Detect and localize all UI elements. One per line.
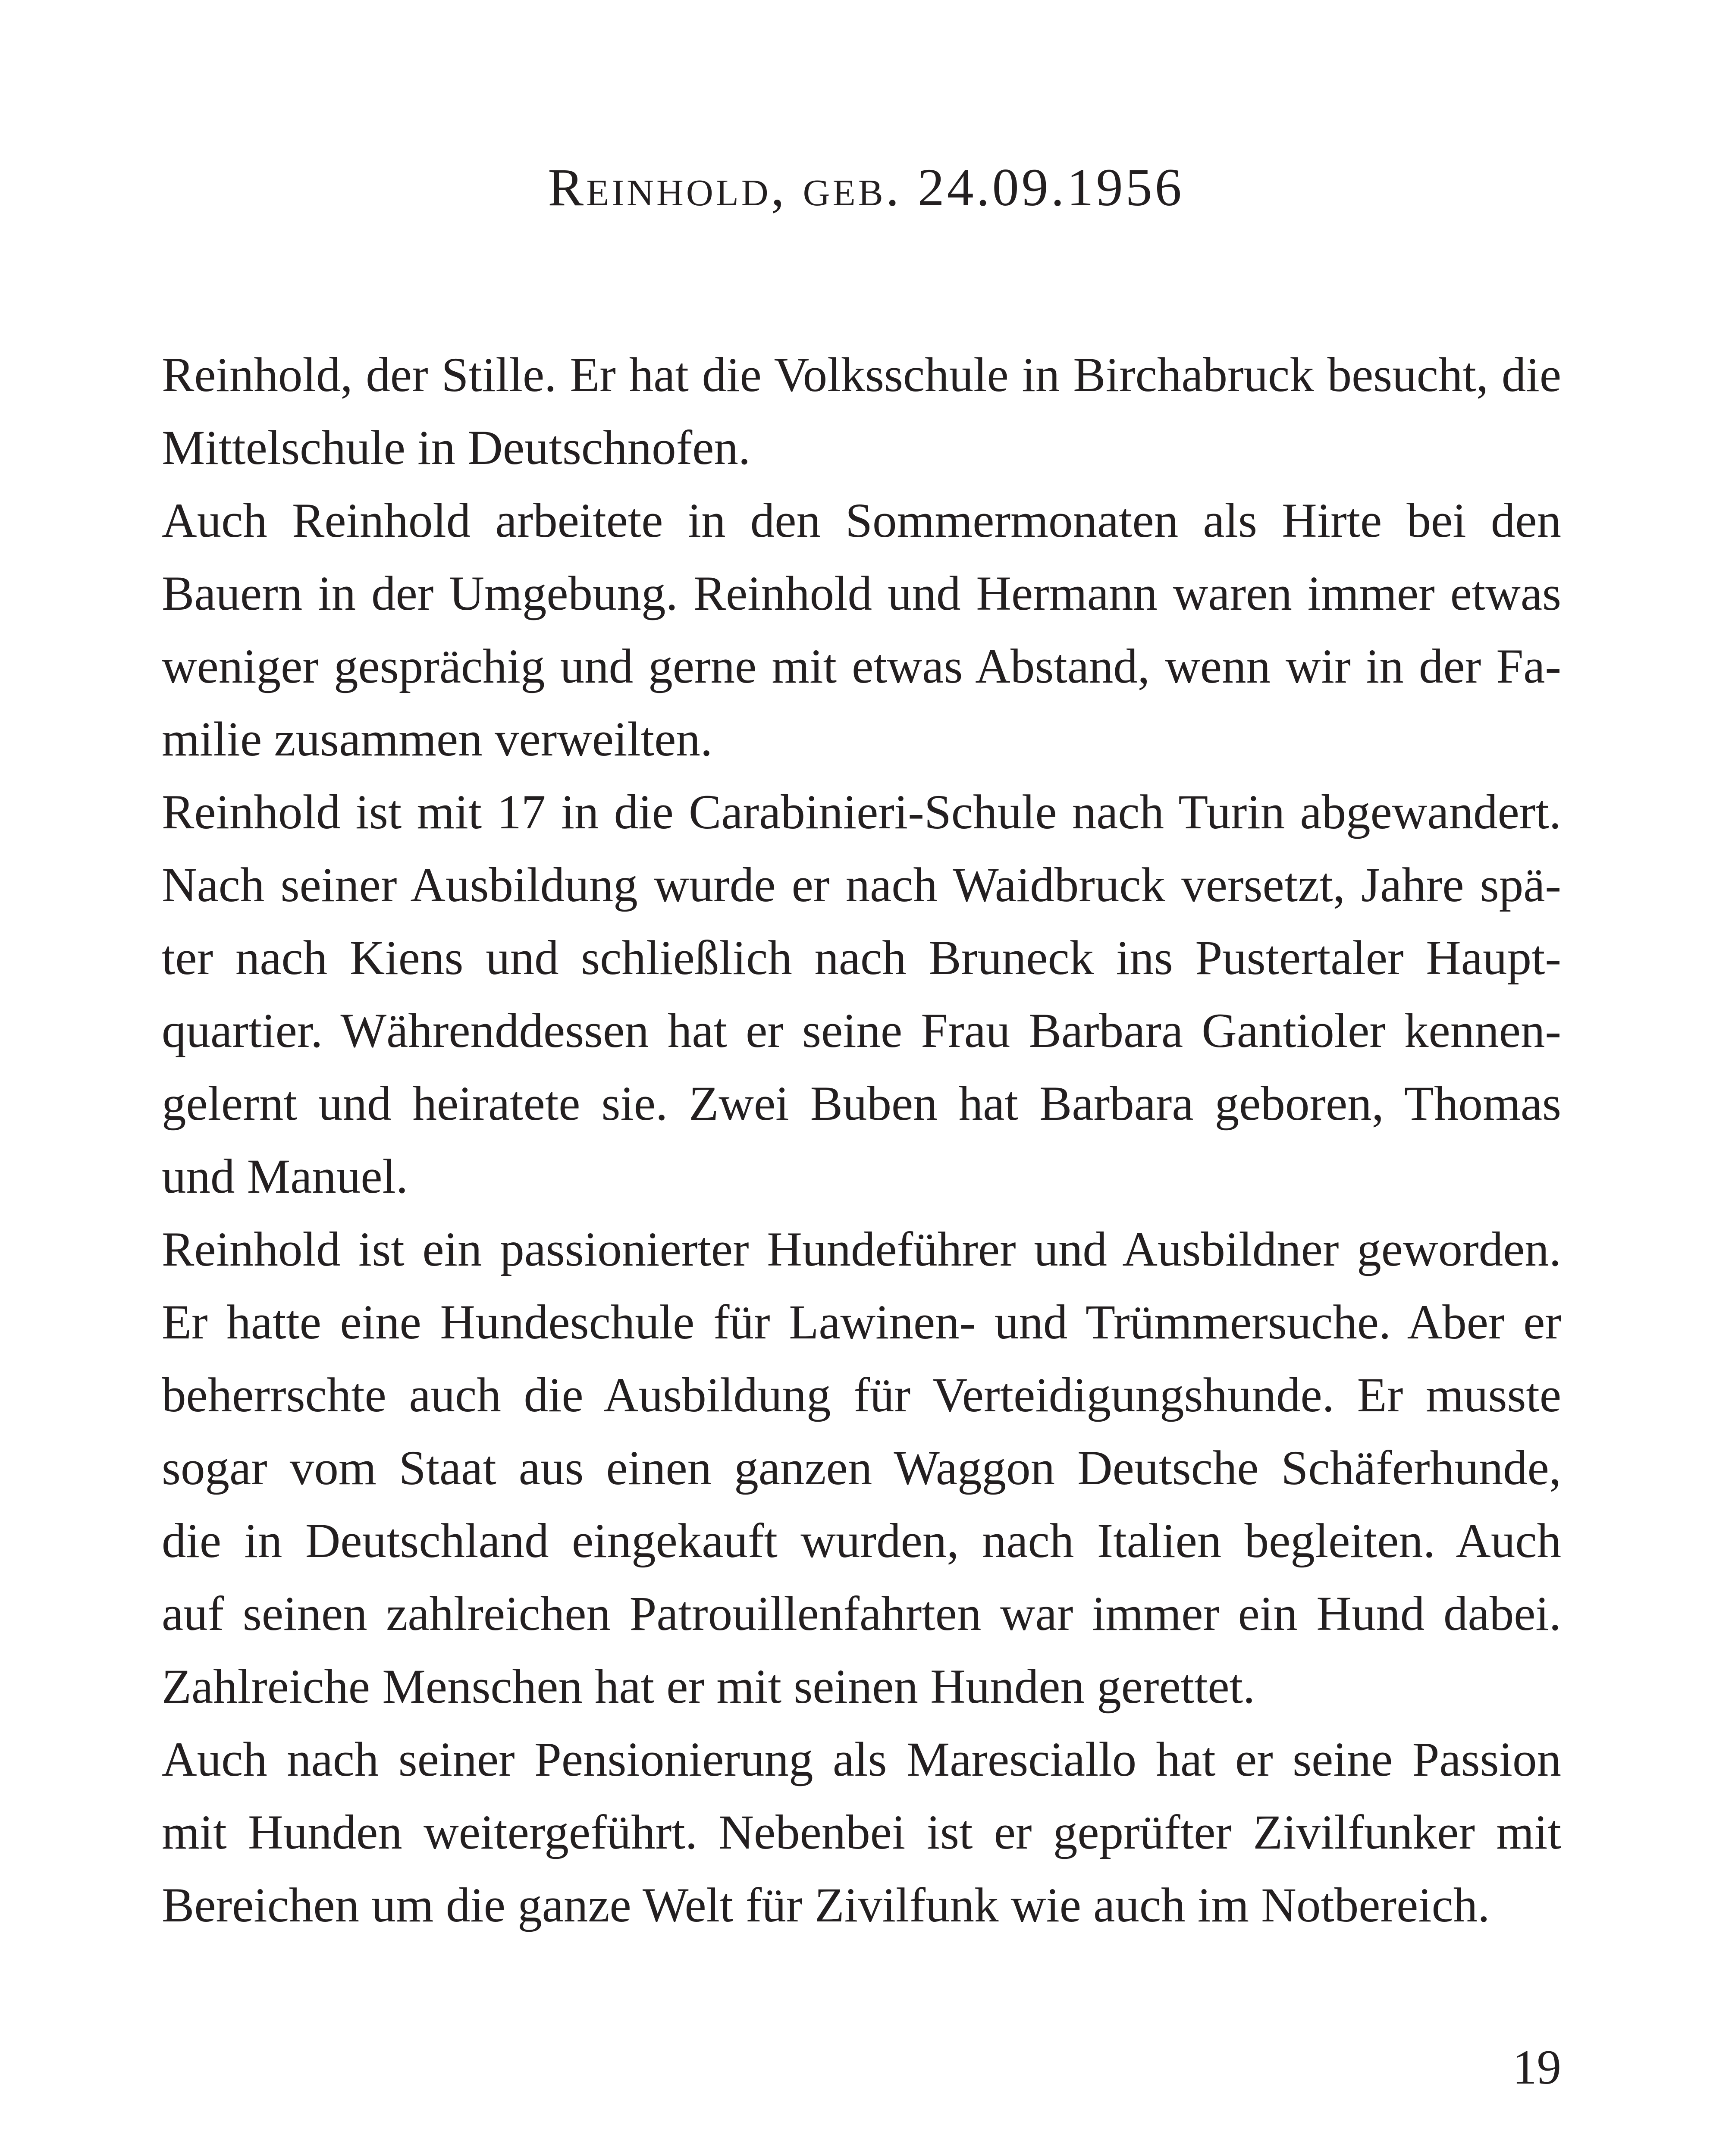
text-line: Nach seiner Ausbildung wurde er nach Waidbruck versetzt, Jahre spä-	[162, 858, 1561, 912]
paragraph-1	[162, 338, 1561, 484]
text-line: die in Deutschland eingekauft wurden, nach Italien begleiten. Auch	[162, 1514, 1561, 1568]
text-line: Reinhold ist ein passionierter Hundeführer und Ausbildner geworden.	[162, 1222, 1561, 1276]
text-line: gelernt und heiratete sie. Zwei Buben hat Barbara geboren, Thomas	[162, 1077, 1561, 1131]
text-line: ter nach Kiens und schließlich nach Bruneck ins Pustertaler Haupt-	[162, 931, 1561, 985]
text-line: auf seinen zahlreichen Patrouillenfahrten war immer ein Hund dabei.	[162, 1587, 1561, 1641]
text-line: beherrschte auch die Ausbildung für Verteidigungshunde. Er musste	[162, 1368, 1561, 1422]
text-line: Reinhold, der Stille. Er hat die Volksschule in Birchabruck besucht, die	[162, 348, 1561, 402]
text-line: mit Hunden weitergeführt. Nebenbei ist er geprüfter Zivilfunker mit	[162, 1805, 1561, 1859]
text-line: Reinhold ist mit 17 in die Carabinieri-Schule nach Turin abgewandert.	[162, 785, 1561, 839]
text-line: Bauern in der Umgebung. Reinhold und Hermann waren immer etwas	[162, 567, 1561, 620]
text-line: Auch nach seiner Pensionierung als Maresciallo hat er seine Passion	[162, 1733, 1561, 1786]
text-line: sogar vom Staat aus einen ganzen Waggon Deutsche Schäferhunde,	[162, 1441, 1561, 1495]
text-line: milie zusammen verweilten.	[162, 712, 713, 766]
paragraph-3	[162, 776, 1561, 1213]
page-number: 19	[1512, 2040, 1561, 2094]
text-line: quartier. Währenddessen hat er seine Frau Barbara Gantioler kennen-	[162, 1004, 1561, 1058]
text-line: Auch Reinhold arbeitete in den Sommermonaten als Hirte bei den	[162, 494, 1561, 548]
text-line: Bereichen um die ganze Welt für Zivilfunk wie auch im Notbereich.	[162, 1878, 1490, 1932]
text-line: weniger gesprächig und gerne mit etwas Abstand, wenn wir in der Fa-	[162, 639, 1561, 693]
text-line: Mittelschule in Deutschnofen.	[162, 421, 751, 475]
text-line: Er hatte eine Hundeschule für Lawinen- und Trümmersuche. Aber er	[162, 1295, 1561, 1349]
chapter-title: Reinhold, geb. 24.09.1956	[548, 158, 1184, 217]
text-line: und Manuel.	[162, 1150, 408, 1203]
paragraph-4	[162, 1213, 1561, 1723]
body-text	[162, 338, 1561, 1942]
text-line: Zahlreiche Menschen hat er mit seinen Hunden gerettet.	[162, 1660, 1255, 1714]
paragraph-5	[162, 1723, 1561, 1942]
paragraph-2	[162, 484, 1561, 776]
